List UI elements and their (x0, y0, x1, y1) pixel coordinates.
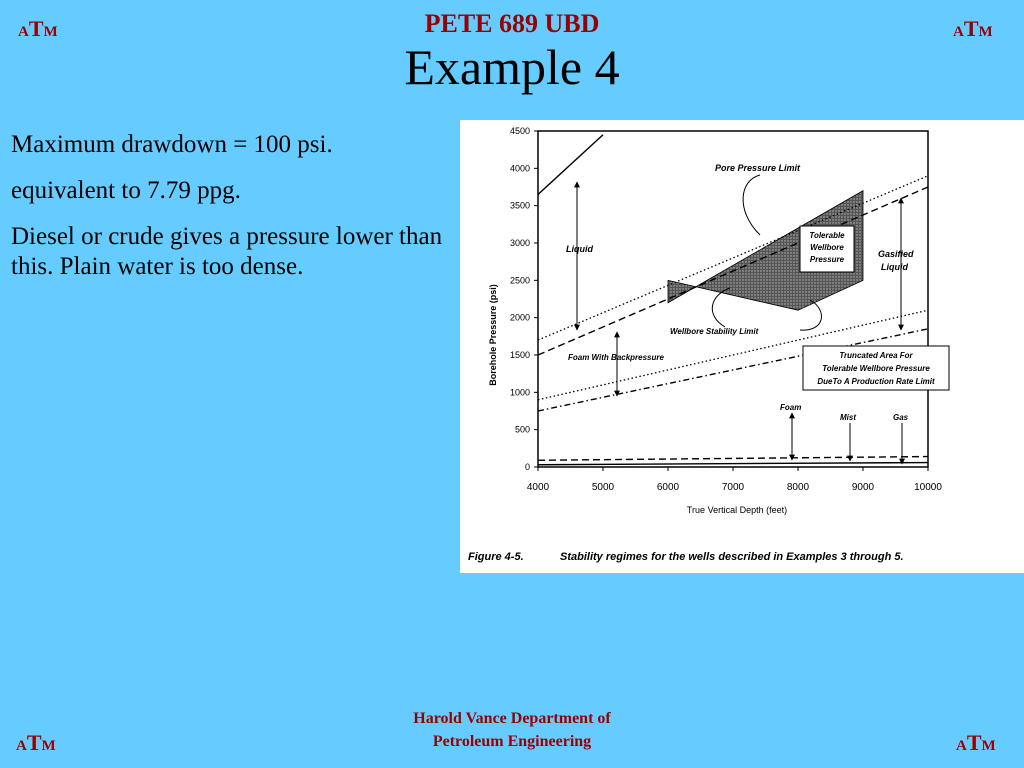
y-tick-label: 0 (524, 462, 530, 472)
body-line-equivalent: equivalent to 7.79 ppg. (11, 177, 241, 204)
label-foam: Foam (780, 403, 802, 412)
y-tick-label: 4500 (509, 126, 530, 136)
atm-logo-top-left: ATM (18, 16, 58, 41)
footer (0, 707, 1024, 753)
label-wellbore-stability-limit: Wellbore Stability Limit (670, 327, 759, 336)
plot-frame (538, 131, 928, 467)
label-foam-with-backpressure: Foam With Backpressure (568, 353, 664, 362)
label-tolerable-pressure: Pressure (809, 255, 845, 264)
x-tick-label: 4000 (526, 482, 550, 493)
body-line-drawdown: Maximum drawdown = 100 psi. (11, 131, 333, 158)
y-tick-label: 3500 (509, 200, 530, 211)
series-line-2 (538, 176, 928, 340)
x-tick-label: 6000 (656, 482, 680, 493)
slide-body (11, 130, 456, 298)
y-tick-label: 2500 (509, 275, 530, 286)
series-line-5 (538, 457, 928, 461)
x-tick-label: 5000 (591, 482, 615, 493)
label-pore-pressure-limit: Pore Pressure Limit (715, 163, 801, 173)
label-gas: Gas (893, 413, 909, 422)
label-tolerable-wellbore: Wellbore (810, 243, 844, 252)
course-title: PETE 689 UBD (424, 9, 600, 38)
atm-logo-bottom-right: ATM (956, 730, 996, 755)
y-tick-label: 2000 (509, 312, 530, 323)
label-truncated-rate-limit: DueTo A Production Rate Limit (817, 377, 935, 386)
y-tick-label: 1000 (509, 387, 530, 398)
slide-title: Example 4 (404, 39, 620, 95)
stability-figure (460, 120, 1024, 573)
stability-chart (460, 120, 1024, 573)
figure-caption-label: Figure 4-5. (468, 551, 524, 563)
y-tick-label: 1500 (509, 350, 530, 360)
footer-line-2: Petroleum Engineering (432, 733, 592, 750)
figure-caption-text: Stability regimes for the wells described in Examples 3 through 5. (560, 551, 904, 563)
body-line-diesel: Diesel or crude gives a pressure lower than this. Plain water is too dense. (11, 223, 443, 280)
label-liquid: Liquid (566, 244, 593, 254)
label-truncated-area: Truncated Area For (839, 351, 913, 360)
x-axis-title: True Vertical Depth (feet) (686, 505, 788, 515)
label-gasified: Gasified (878, 249, 914, 259)
series-line-0 (538, 135, 603, 195)
label-gasified-liquid: Liquid (881, 262, 908, 272)
x-tick-label: 9000 (851, 482, 875, 493)
y-axis-title: Borehole Pressure (psi) (488, 284, 498, 386)
x-tick-label: 10000 (914, 482, 942, 493)
label-mist: Mist (840, 413, 856, 422)
x-tick-label: 8000 (786, 482, 810, 493)
y-tick-label: 4000 (509, 163, 530, 174)
series-line-6 (538, 463, 928, 465)
x-tick-label: 7000 (721, 482, 745, 493)
y-tick-label: 3000 (509, 238, 530, 248)
leader-pore-pressure (743, 175, 760, 235)
label-tolerable: Tolerable (809, 231, 845, 240)
footer-line-1: Harold Vance Department of (413, 710, 611, 727)
y-tick-label: 500 (514, 424, 530, 435)
label-truncated-tolerable: Tolerable Wellbore Pressure (822, 364, 930, 373)
atm-logo-bottom-left: ATM (16, 730, 56, 755)
atm-logo-top-right: ATM (953, 16, 993, 41)
